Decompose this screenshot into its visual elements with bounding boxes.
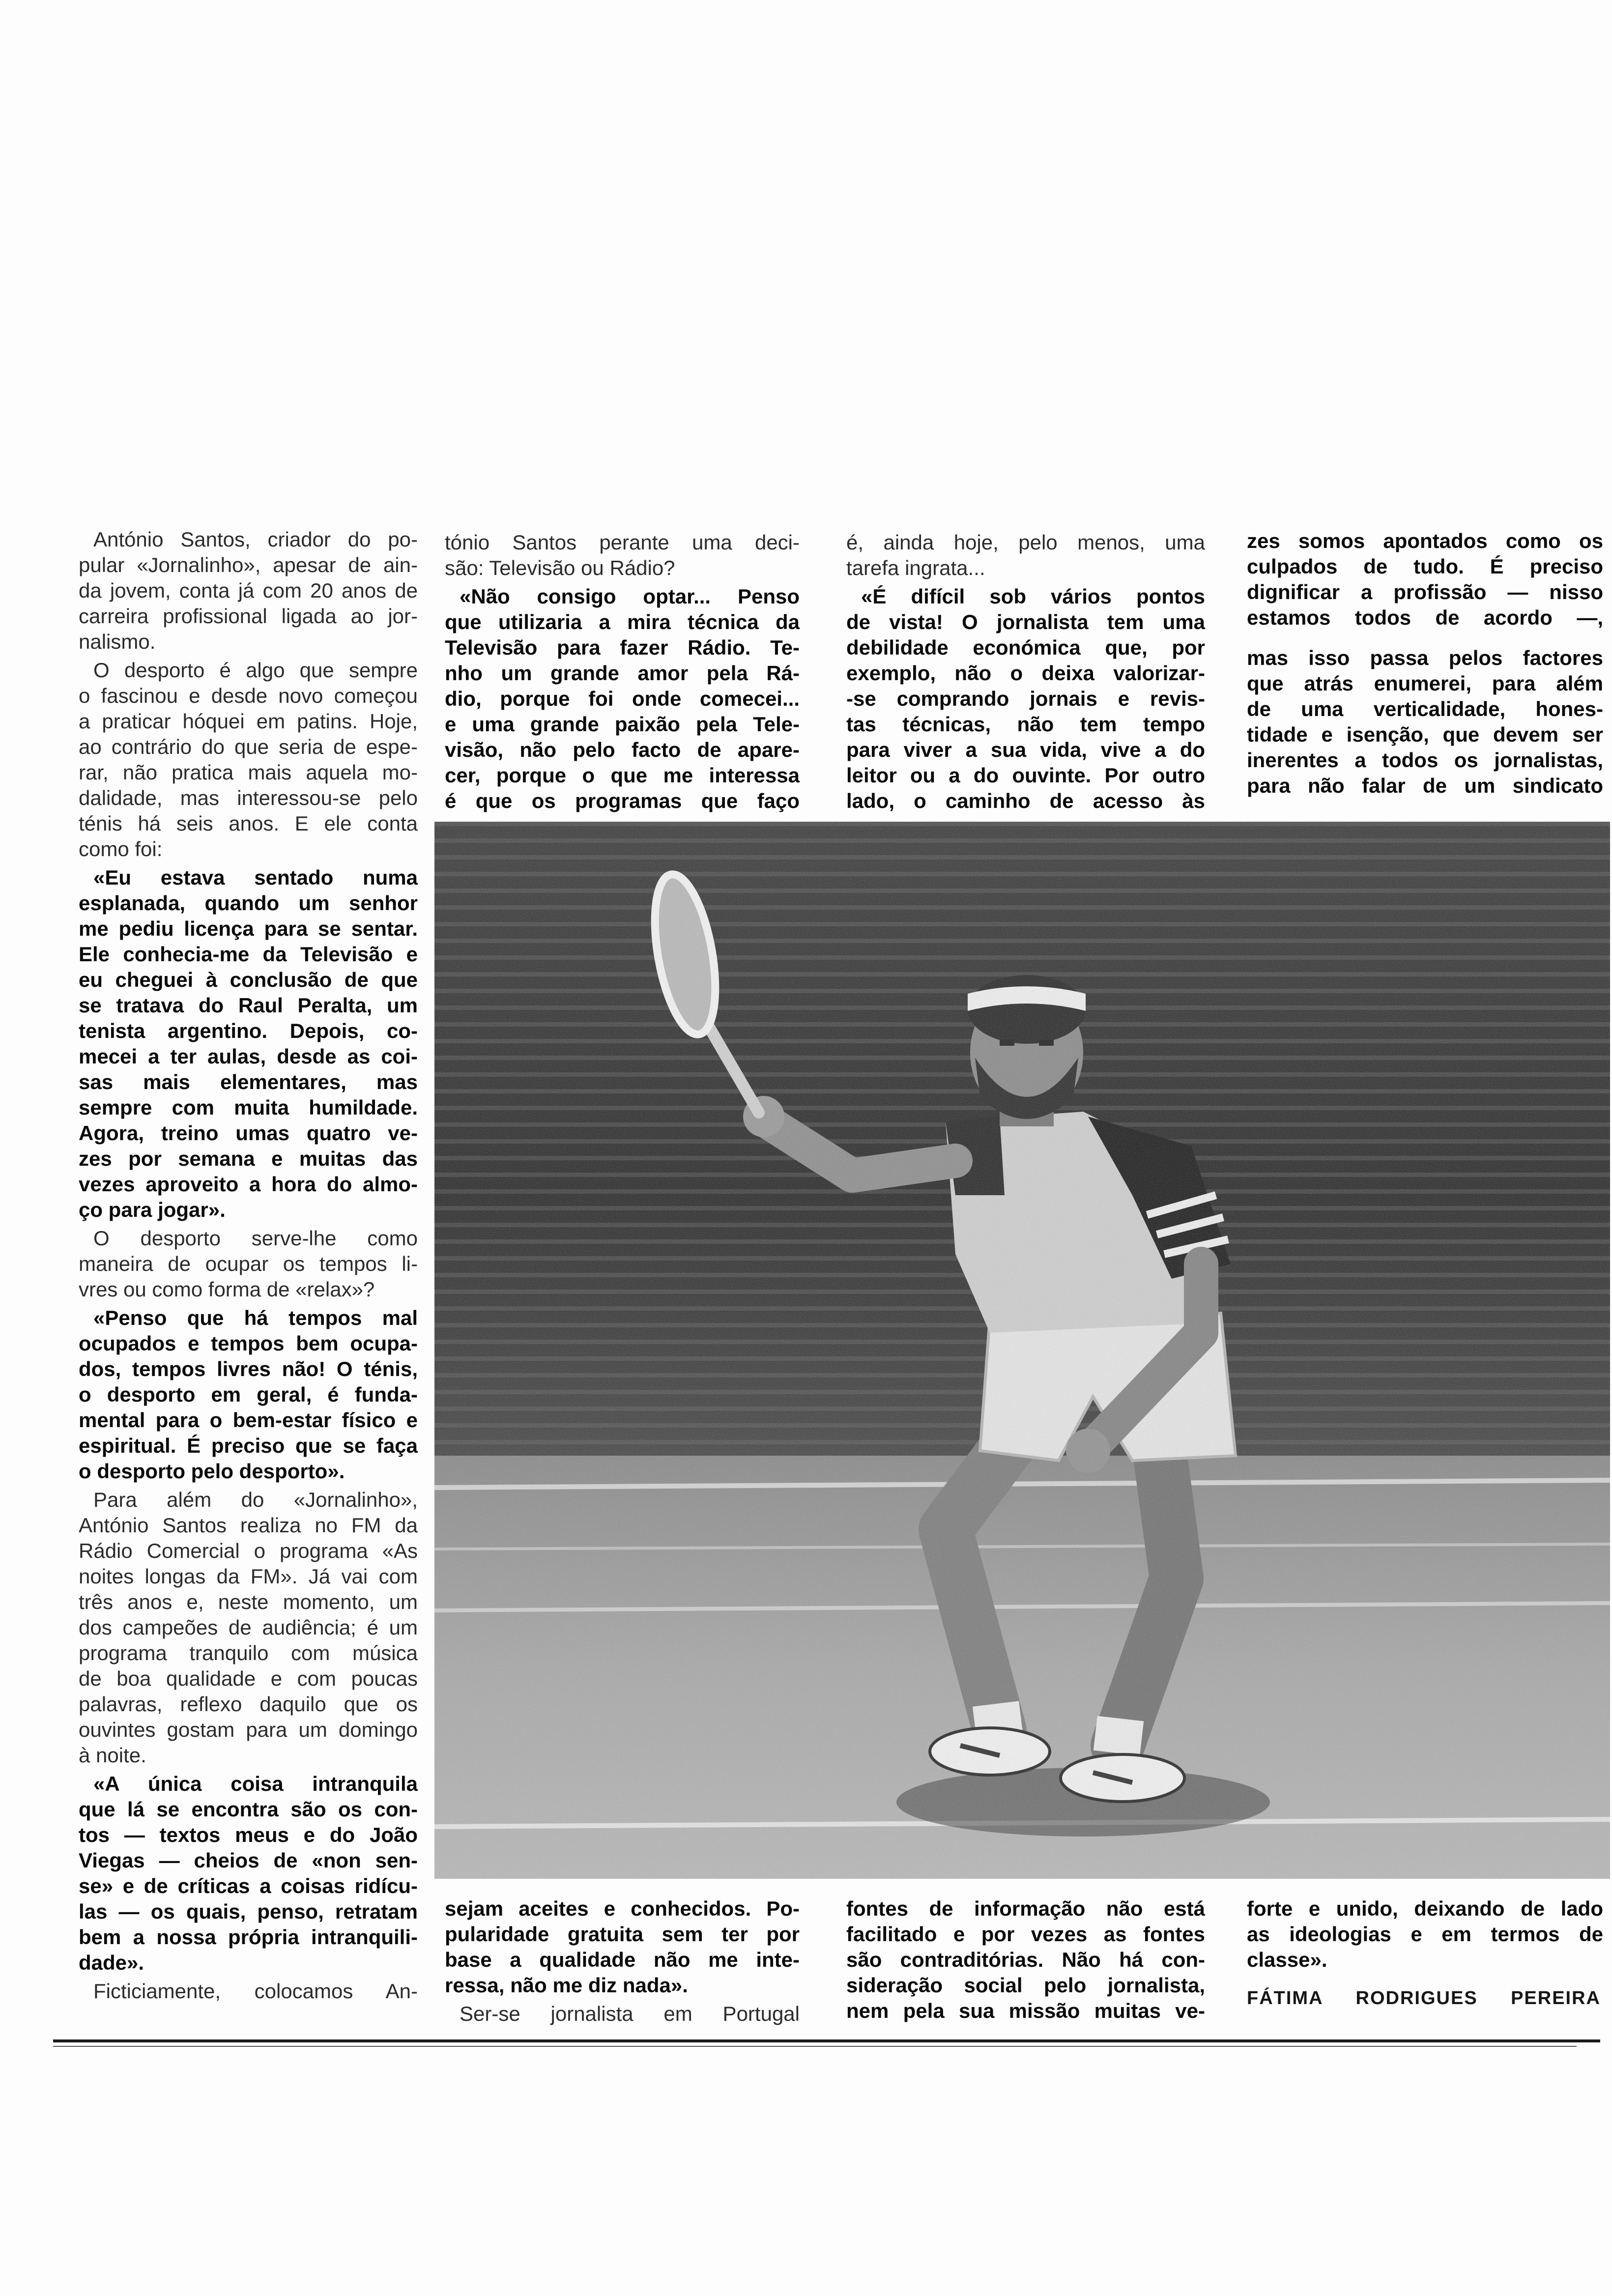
text-line: dos, tempos livres não! O ténis, [79,1357,418,1380]
text-line: tenista argentino. Depois, co- [79,1019,418,1042]
column-3-top-text [846,530,1205,814]
text-line: programa tranquilo com música [79,1641,418,1665]
text-line: António Santos, criador do po- [93,528,418,551]
photo-image [434,822,1610,1879]
text-line: ço para jogar». [79,1198,226,1221]
article-paragraph [846,530,1205,581]
text-line: exemplo, não o deixa valorizar- [846,661,1205,685]
text-line: eu cheguei à conclusão de que [79,968,418,991]
interview-quote-paragraph [846,1896,1205,2024]
text-line: tos — textos meus e do João [79,1823,418,1846]
text-line: bem a nossa própria intranquili- [79,1925,418,1949]
text-line: estamos todos de acordo —, [1247,606,1603,629]
text-line: como foi: [79,837,163,861]
text-line: dignificar a profissão — nisso [1247,580,1603,603]
text-line: carreira profissional ligada ao jor- [79,604,418,628]
interview-quote-paragraph [1247,645,1603,799]
text-line: da jovem, conta já com 20 anos de [79,579,418,602]
text-line: nalismo. [79,630,156,653]
text-line: vezes aproveito a hora do almo- [79,1173,418,1196]
text-line: que utilizaria a mira técnica da [445,610,800,633]
text-line: ao contrário do que seria de espe- [79,735,418,758]
text-line: me pediu licença para se sentar. [79,917,418,940]
text-line: pular «Jornalinho», apesar de ain- [79,553,418,576]
column-1-text [79,527,418,2004]
text-line: são: Televisão ou Rádio? [445,556,675,579]
article-paragraph [445,530,800,581]
article-paragraph [79,1979,418,2004]
text-line: ténis há seis anos. E ele conta [79,812,418,835]
text-line: vres ou como forma de «relax»? [79,1278,375,1301]
text-line: Ele conhecia-me da Televisão e [79,943,418,966]
text-line: para não falar de um sindicato [1247,774,1603,797]
text-line: base a qualidade não me inte- [445,1948,800,1971]
text-line: fontes de informação não está [846,1897,1205,1920]
text-line: esplanada, quando um senhor [79,891,418,915]
text-line: zes somos apontados como os [1247,529,1603,552]
column-2-top-text [445,530,800,814]
text-line: sideração social pelo jornalista, [846,1974,1205,1997]
text-line: dade». [79,1951,144,1974]
text-line: à noite. [79,1744,146,1767]
text-line: dos campeões de audiência; é um [79,1616,418,1639]
text-line: facilitado e por vezes as fontes [846,1923,1205,1946]
interview-quote-paragraph [1247,1896,1603,1973]
text-line: classe». [1247,1948,1327,1971]
column-4-top-text [1247,528,1603,799]
text-line: sejam aceites e conhecidos. Po- [445,1897,800,1920]
text-line: se» e de críticas a coisas ridícu- [79,1874,418,1897]
text-line: «Eu estava sentado numa [93,866,418,889]
text-line: «Penso que há tempos mal [93,1306,418,1329]
text-line: a praticar hóquei em patins. Hoje, [79,710,418,733]
text-line: forte e unido, deixando de lado [1247,1897,1603,1920]
text-line: -se comprando jornais e revis- [846,687,1205,710]
text-line: tas técnicas, não tem tempo [846,713,1205,736]
text-line: o desporto em geral, é funda- [79,1383,418,1406]
article-paragraph [79,658,418,862]
text-line: e uma grande paixão pela Tele- [445,713,800,736]
text-line: rar, não pratica mais aquela mo- [79,761,418,784]
bottom-rule [53,2039,1600,2042]
text-line: Para além do «Jornalinho», [93,1488,418,1511]
bottom-rule-thin [53,2046,1577,2047]
text-line: mecei a ter aulas, desde as coi- [79,1045,418,1068]
text-line: Agora, treino umas quatro ve- [79,1121,418,1145]
article-paragraph [79,1226,418,1302]
text-line: sempre com muita humildade. [79,1096,418,1119]
interview-quote-paragraph [445,1896,800,1998]
text-line: para viver a sua vida, vive a do [846,738,1205,761]
article-paragraph [79,527,418,655]
text-line: maneira de ocupar os tempos li- [79,1252,418,1275]
column-3-bottom-text [846,1896,1205,2024]
text-line: de vista! O jornalista tem uma [846,610,1205,633]
article-paragraph [445,2001,800,2027]
text-line: zes por semana e muitas das [79,1147,418,1170]
text-line: que lá se encontra são os con- [79,1798,418,1821]
interview-quote-paragraph [79,865,418,1223]
text-line: é, ainda hoje, pelo menos, uma [846,531,1205,554]
text-line: cer, porque o que me interessa [445,764,800,787]
text-line: ocupados e tempos bem ocupa- [79,1332,418,1355]
text-line: «É difícil sob vários pontos [861,585,1205,608]
text-line: mental para o bem-estar físico e [79,1408,418,1432]
text-line: tónio Santos perante uma deci- [445,531,800,554]
text-line: O desporto serve-lhe como [93,1227,418,1250]
text-line: Rádio Comercial o programa «As [79,1539,418,1562]
text-line: nho um grande amor pela Rá- [445,661,800,685]
interview-quote-paragraph [846,584,1205,814]
text-line: Ficticiamente, colocamos An- [93,1980,418,2003]
text-line: ressa, não me diz nada». [445,1974,688,1997]
photo-grain [434,822,1610,1879]
text-line: três anos e, neste momento, um [79,1590,418,1613]
text-line: dio, porque foi onde comecei... [445,687,800,710]
text-line: noites longas da FM». Já vai com [79,1565,418,1588]
text-line: espiritual. É preciso que se faça [79,1434,418,1457]
author-byline: FÁTIMA RODRIGUES PEREIRA [1247,1988,1601,2009]
text-line: são contraditórias. Não há con- [846,1948,1205,1971]
text-line: inerentes a todos os jornalistas, [1247,748,1603,772]
text-line: las — os quais, penso, retratam [79,1900,418,1923]
text-line: leitor ou a do ouvinte. Por outro [846,764,1205,787]
text-line: Ser-se jornalista em Portugal [460,2002,800,2025]
column-2-bottom-text [445,1896,800,2027]
text-line: o fascinou e desde novo começou [79,684,418,707]
text-line: palavras, reflexo daquilo que os [79,1693,418,1716]
interview-quote-paragraph [79,1305,418,1484]
text-line: Viegas — cheios de «non sen- [79,1849,418,1872]
text-line: se tratava do Raul Peralta, um [79,994,418,1017]
article-paragraph [79,1487,418,1768]
text-line: nem pela sua missão muitas ve- [846,1999,1205,2022]
text-line: «A única coisa intranquila [93,1772,418,1795]
text-line: sas mais elementares, mas [79,1070,418,1093]
text-line: o desporto pelo desporto». [79,1460,345,1483]
text-line: de boa qualidade e com poucas [79,1667,418,1690]
text-line: ouvintes gostam para um domingo [79,1718,418,1741]
text-line: «Não consigo optar... Penso [460,585,800,608]
interview-quote-paragraph [1247,528,1603,631]
text-line: António Santos realiza no FM da [79,1514,418,1537]
text-line: visão, não pelo facto de apare- [445,738,800,761]
text-line: dalidade, mas interessou-se pelo [79,786,418,809]
text-line: é que os programas que faço [445,789,800,812]
text-line: as ideologias e em termos de [1247,1923,1603,1946]
text-line: lado, o caminho de acesso às [846,789,1205,812]
text-line: pularidade gratuita sem ter por [445,1923,800,1946]
text-line: que atrás enumerei, para além [1247,672,1603,695]
column-4-bottom-text [1247,1896,1603,1973]
text-line: Televisão para fazer Rádio. Te- [445,636,800,659]
text-line: culpados de tudo. É preciso [1247,555,1603,578]
interview-quote-paragraph [445,584,800,814]
text-line: tarefa ingrata... [846,556,985,579]
text-line: tidade e isenção, que devem ser [1247,723,1603,746]
text-line: de uma verticalidade, hones- [1247,697,1603,720]
tennis-player-photo [434,822,1610,1879]
text-line: mas isso passa pelos factores [1247,646,1603,669]
text-line: debilidade económica que, por [846,636,1205,659]
interview-quote-paragraph [79,1771,418,1976]
text-line: O desporto é algo que sempre [93,659,418,682]
